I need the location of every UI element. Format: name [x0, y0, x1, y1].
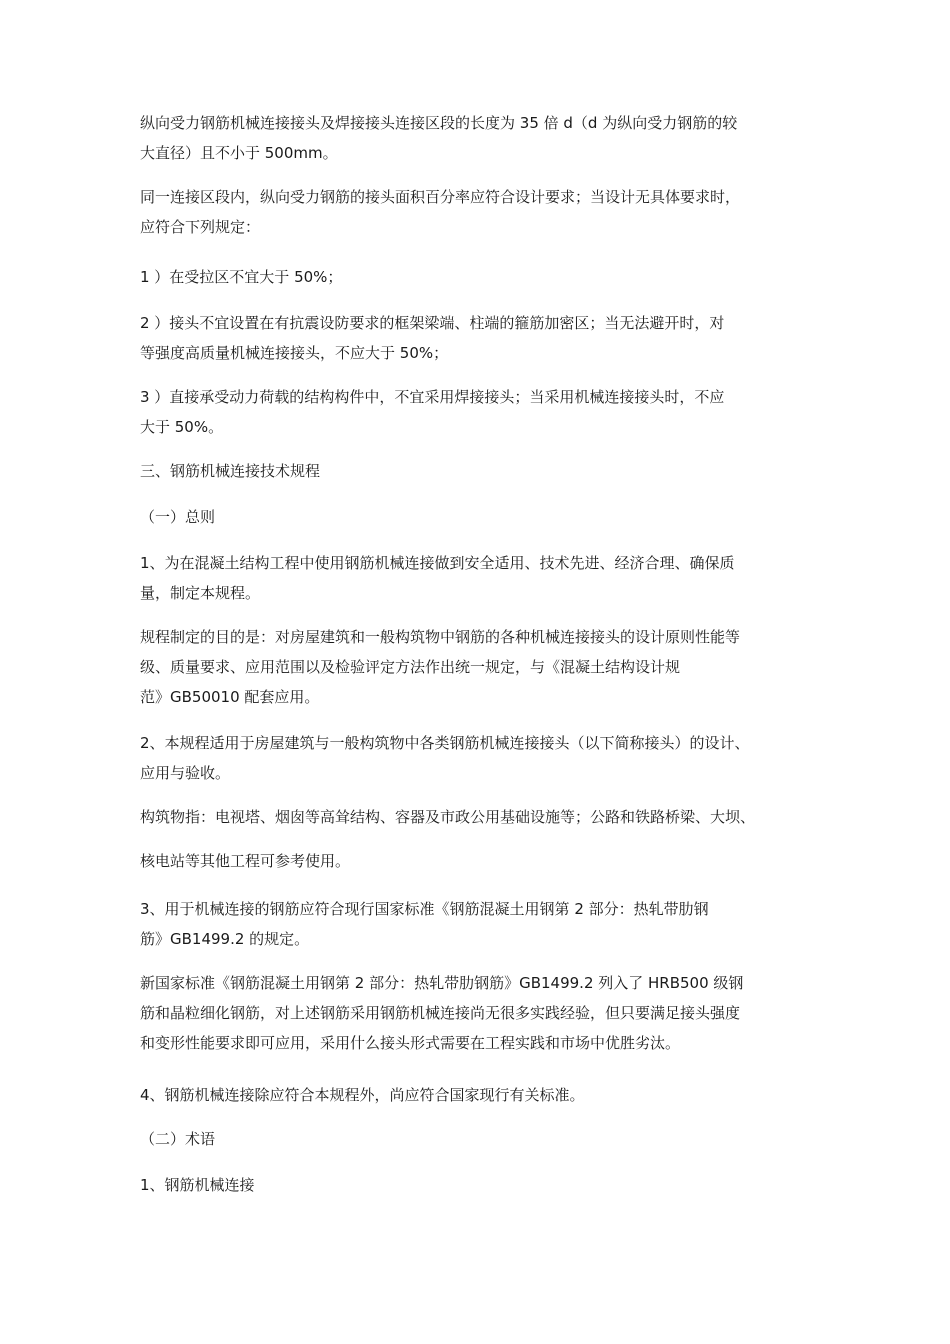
paragraph-zone-length: 纵向受力钢筋机械连接接头及焊接接头连接区段的长度为 35 倍 d（d 为纵向受力钢筋的较 大直径）且不小于 500mm。	[140, 114, 738, 162]
list-item-2: 2 ）接头不宜设置在有抗震设防要求的框架梁端、柱端的箍筋加密区；当无法避开时，对 等强度高质量机械连接接头，不应大于 50%；	[140, 314, 725, 362]
term-1: 1、钢筋机械连接	[140, 1176, 255, 1194]
clause-2-note-line-2: 核电站等其他工程可参考使用。	[140, 852, 351, 870]
clause-4: 4、钢筋机械连接除应符合本规程外，尚应符合国家现行有关标准。	[140, 1086, 585, 1104]
section-heading-3: 三、钢筋机械连接技术规程	[140, 462, 321, 480]
subsection-heading-general: （一）总则	[140, 508, 216, 526]
paragraph-joint-area-rule: 同一连接区段内，纵向受力钢筋的接头面积百分率应符合设计要求；当设计无具体要求时， 应符合下列规定：	[140, 188, 741, 236]
clause-3: 3、用于机械连接的钢筋应符合现行国家标准《钢筋混凝土用钢第 2 部分：热轧带肋钢 筋》GB1499.2 的规定。	[140, 900, 709, 948]
clause-2-note-line-1: 构筑物指：电视塔、烟囱等高耸结构、容器及市政公用基础设施等；公路和铁路桥梁、大坝、	[140, 808, 756, 826]
clause-1-note: 规程制定的目的是：对房屋建筑和一般构筑物中钢筋的各种机械连接接头的设计原则性能等 级、质量要求、应用范围以及检验评定方法作出统一规定，与《混凝土结构设计规 范》GB50010 配套应用。	[140, 628, 741, 706]
list-item-3: 3 ）直接承受动力荷载的结构构件中，不宜采用焊接接头；当采用机械连接接头时，不应 大于 50%。	[140, 388, 725, 436]
clause-1: 1、为在混凝土结构工程中使用钢筋机械连接做到安全适用、技术先进、经济合理、确保质 量，制定本规程。	[140, 554, 735, 602]
clause-3-note: 新国家标准《钢筋混凝土用钢第 2 部分：热轧带肋钢筋》GB1499.2 列入了 HRB500 级钢 筋和晶粒细化钢筋，对上述钢筋采用钢筋机械连接尚无很多实践经验，但只要满足接头强度 和变形性能要求即可应用，采用什么接头形式需要在工程实践和市场中优胜劣汰。	[140, 974, 744, 1052]
subsection-heading-terms: （二）术语	[140, 1130, 216, 1148]
list-item-1: 1 ）在受拉区不宜大于 50%；	[140, 268, 343, 286]
clause-2: 2、本规程适用于房屋建筑与一般构筑物中各类钢筋机械连接接头（以下简称接头）的设计、 应用与验收。	[140, 734, 750, 782]
